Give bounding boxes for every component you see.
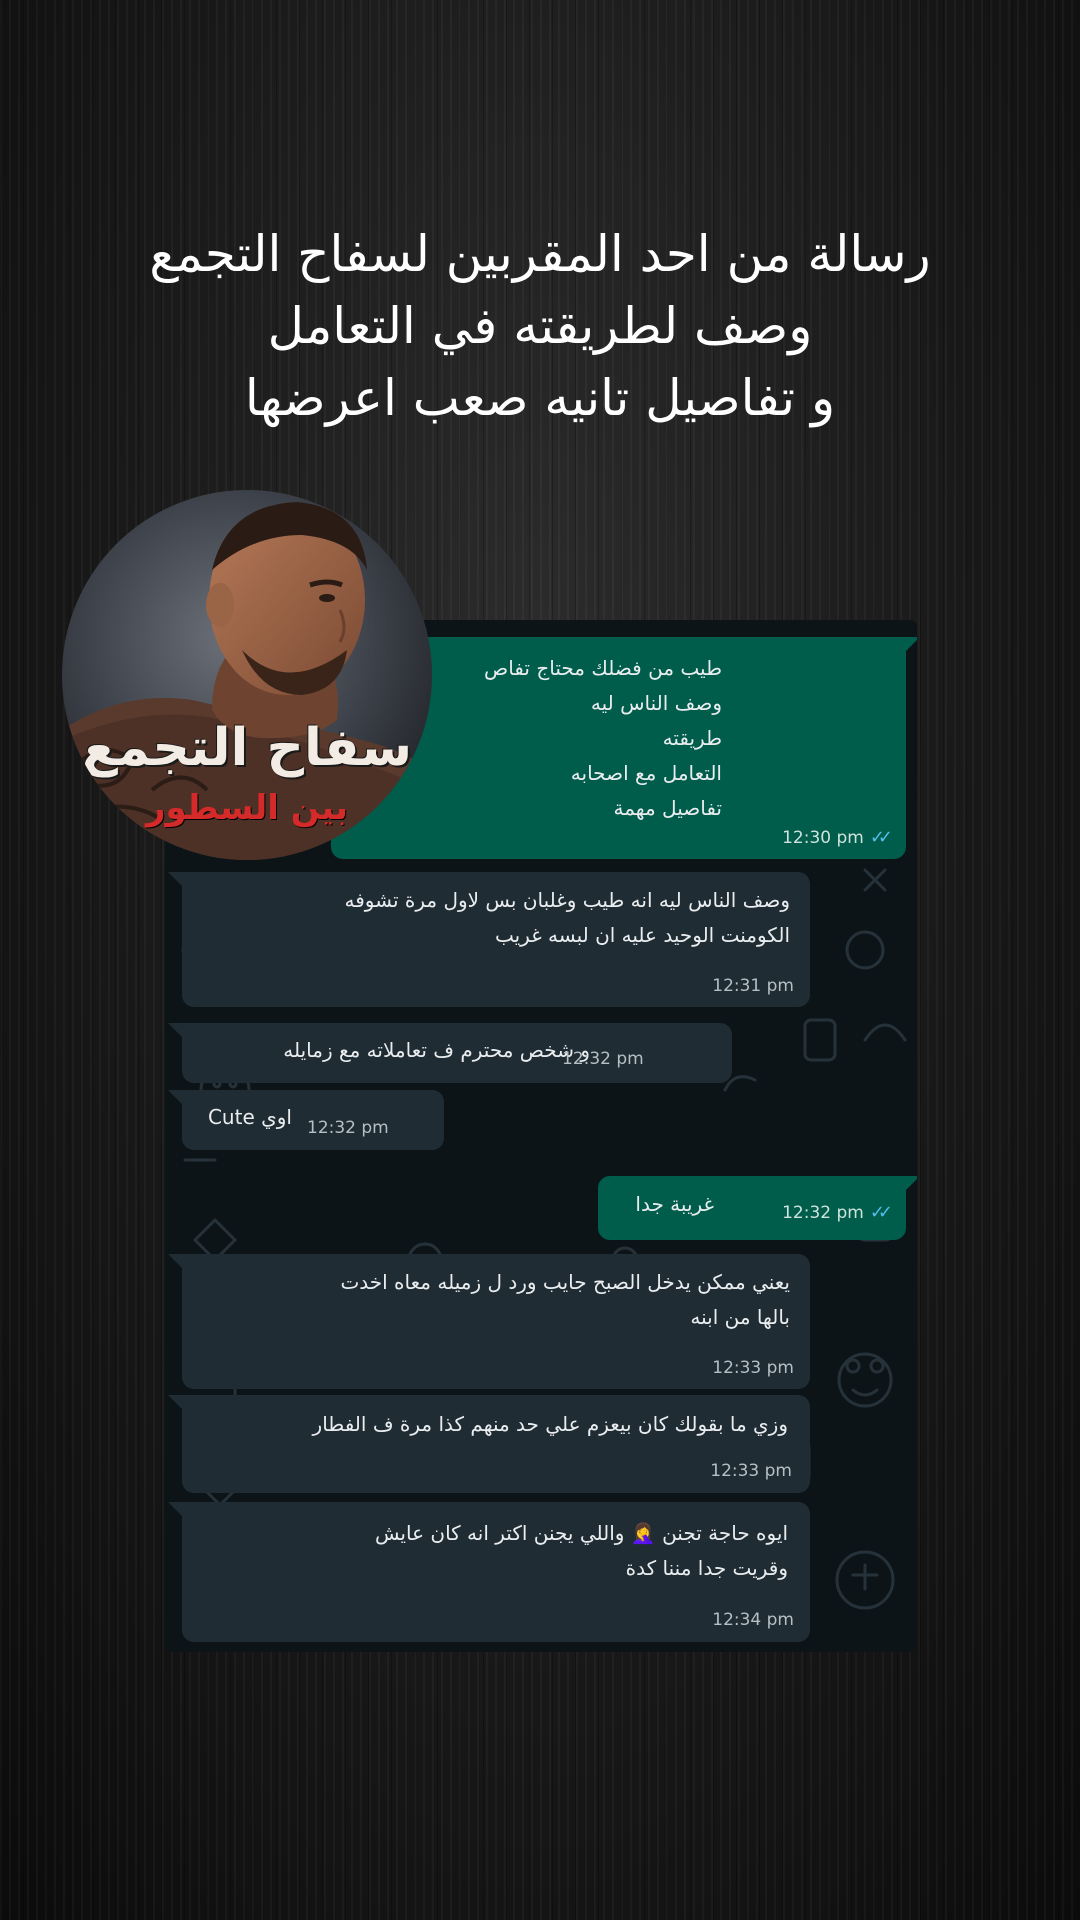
message-time: 12:33 pm <box>712 1358 794 1378</box>
message-meta <box>712 1610 794 1630</box>
bubble-tail <box>168 1023 184 1039</box>
message-bubble-incoming[interactable] <box>182 1090 444 1150</box>
message-text: وصف الناس ليه انه طيب وغلبان بس لاول مرة تشوفه الكومنت الوحيد عليه ان لبسه غريب <box>344 888 790 947</box>
message-text: طيب من فضلك محتاج تفاص وصف الناس ليه طريقته التعامل مع اصحابه تفاصيل مهمة <box>484 656 722 820</box>
message-text: غريبة جدا <box>635 1192 714 1216</box>
message-text: و شخص محترم ف تعاملاته مع زمايله <box>283 1038 590 1062</box>
message-text: وزي ما بقولك كان بيعزم علي حد منهم كذا مرة ف الفطار <box>312 1412 788 1436</box>
bubble-tail <box>168 1395 184 1411</box>
message-meta <box>307 1118 389 1138</box>
bubble-tail <box>168 872 184 888</box>
message-text: يعني ممكن يدخل الصبح جايب ورد ل زميله معاه اخدت بالها من ابنه <box>340 1270 790 1329</box>
message-time: 12:32 pm <box>307 1118 389 1138</box>
message-meta <box>712 976 794 996</box>
bubble-tail <box>168 1090 184 1106</box>
avatar-title: سفاح التجمع <box>81 718 413 778</box>
message-time: 12:33 pm <box>710 1461 792 1481</box>
message-bubble-outgoing[interactable] <box>598 1176 906 1240</box>
avatar-subtitle: بين السطور <box>145 788 349 828</box>
headline <box>60 218 1020 434</box>
message-time: 12:32 pm <box>562 1049 644 1069</box>
message-bubble-incoming[interactable] <box>182 1023 732 1083</box>
double-check-icon: ✓✓ <box>869 827 886 848</box>
message-time: 12:30 pm <box>782 827 864 848</box>
headline-line-1: رسالة من احد المقربين لسفاح التجمع <box>149 225 931 283</box>
message-meta <box>562 1049 644 1069</box>
double-check-icon: ✓✓ <box>869 1202 886 1223</box>
headline-line-2: وصف لطريقته في التعامل <box>267 297 813 355</box>
message-bubble-incoming[interactable] <box>182 1502 810 1642</box>
message-text: اوي Cute <box>207 1105 292 1129</box>
headline-line-3: و تفاصيل تانيه صعب اعرضها <box>244 369 836 427</box>
message-bubble-incoming[interactable] <box>182 1395 810 1493</box>
message-time: 12:34 pm <box>712 1610 794 1630</box>
message-bubble-incoming[interactable] <box>182 1254 810 1389</box>
bubble-tail <box>168 1254 184 1270</box>
message-meta <box>782 827 886 848</box>
message-time: 12:31 pm <box>712 976 794 996</box>
message-meta <box>712 1358 794 1378</box>
bubble-tail <box>168 1502 184 1518</box>
message-meta <box>710 1461 792 1481</box>
message-text: ايوه حاجة تجنن 🤦‍♀️ واللي يجنن اكتر انه كان عايش وقريت جدا مننا كدة <box>374 1521 788 1580</box>
bubble-tail <box>904 637 917 653</box>
bubble-tail <box>904 1176 917 1192</box>
message-time: 12:32 pm <box>782 1202 864 1223</box>
message-bubble-incoming[interactable] <box>182 872 810 1007</box>
message-meta <box>782 1202 886 1223</box>
avatar <box>62 490 432 860</box>
